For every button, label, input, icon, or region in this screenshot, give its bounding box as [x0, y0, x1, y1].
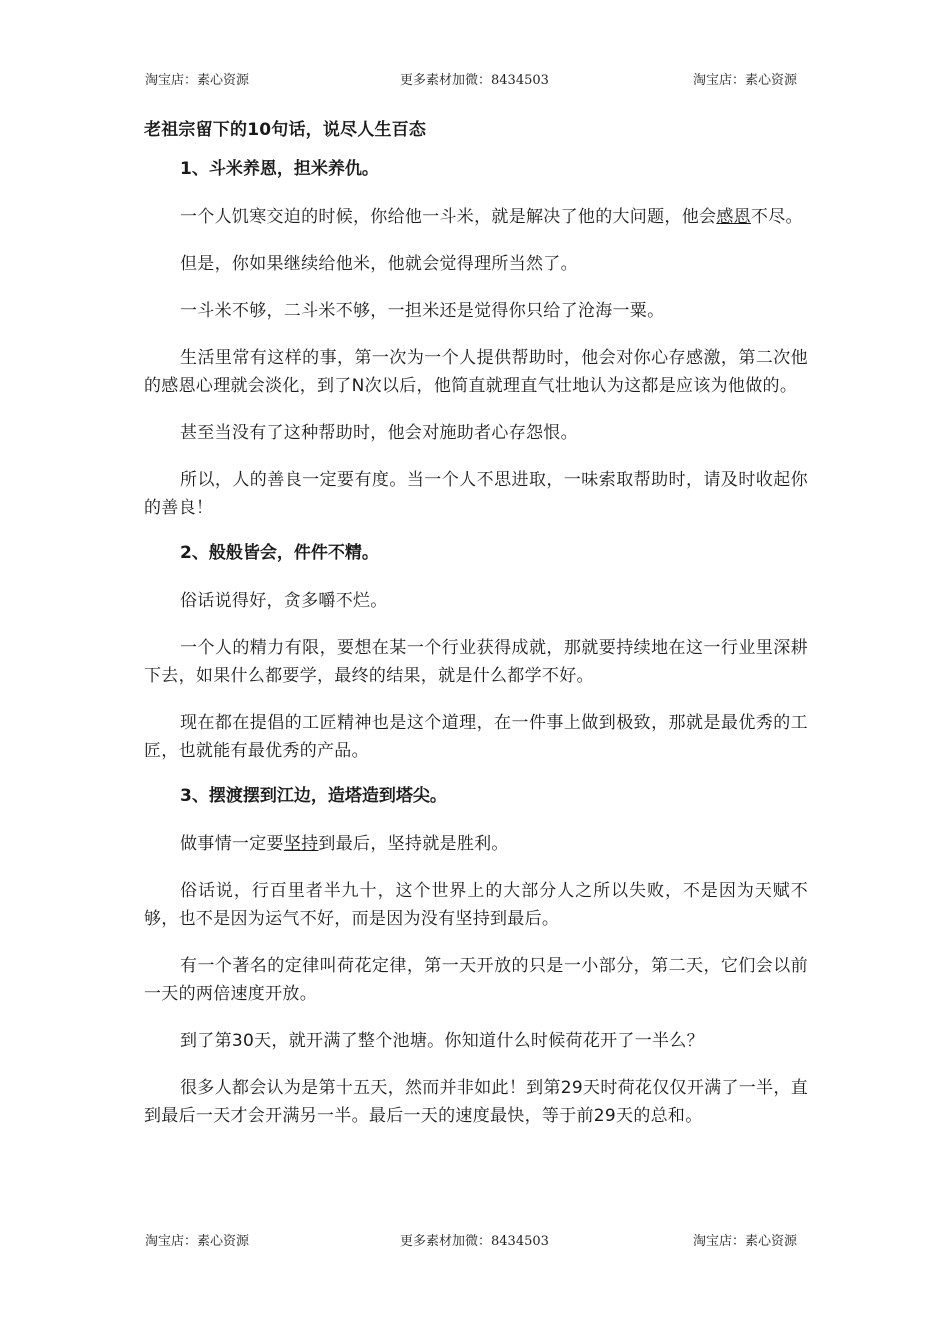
- paragraph: 到了第30天，就开满了整个池塘。你知道什么时候荷花开了一半么？: [180, 1031, 704, 1051]
- paragraph-text: 做事情一定要: [180, 834, 284, 854]
- paragraph: [144, 203, 808, 231]
- page-footer: [0, 1230, 950, 1250]
- paragraph: [144, 830, 808, 858]
- paragraph: 生活里常有这样的事，第一次为一个人提供帮助时，他会对你心存感激，第二次他的感恩心理就会淡化，到了N次以后，他简直就理直气壮地认为这都是应该为他做的。: [144, 348, 808, 396]
- paragraph: 一斗米不够，二斗米不够，一担米还是觉得你只给了沧海一粟。: [180, 301, 665, 321]
- paragraph-text: 到最后，坚持就是胜利。: [318, 834, 509, 854]
- section-heading-2: 2、般般皆会，件件不精。: [180, 543, 379, 563]
- article-body: [144, 118, 808, 1149]
- paragraph: 所以，人的善良一定要有度。当一个人不思进取，一味索取帮助时，请及时收起你的善良！: [144, 470, 808, 518]
- header-right-text: 淘宝店：素心资源: [693, 73, 798, 88]
- footer-center-text: 更多素材加微：8434503: [400, 1234, 549, 1249]
- paragraph: 一个人的精力有限，要想在某一个行业获得成就，那就要持续地在这一行业里深耕下去，如果什么都要学，最终的结果，就是什么都学不好。: [144, 638, 808, 686]
- page-header: [0, 69, 950, 89]
- paragraph: 俗话说，行百里者半九十，这个世界上的大部分人之所以失败，不是因为天赋不够，也不是因为运气不好，而是因为没有坚持到最后。: [144, 881, 808, 929]
- paragraph-text: 一个人饥寒交迫的时候，你给他一斗米，就是解决了他的大问题，他会: [180, 207, 717, 227]
- underlined-link-text: 感恩: [716, 207, 751, 227]
- section-heading-3: 3、摆渡摆到江边，造塔造到塔尖。: [180, 786, 447, 806]
- paragraph: 现在都在提倡的工匠精神也是这个道理，在一件事上做到极致，那就是最优秀的工匠，也就能有最优秀的产品。: [144, 713, 808, 761]
- section-heading-1: 1、斗米养恩，担米养仇。: [180, 159, 379, 179]
- header-center-text: 更多素材加微：8434503: [400, 73, 549, 88]
- paragraph: 很多人都会认为是第十五天，然而并非如此！到第29天时荷花仅仅开满了一半，直到最后一天才会开满另一半。最后一天的速度最快，等于前29天的总和。: [144, 1078, 808, 1126]
- paragraph-text: 不尽。: [750, 207, 803, 227]
- header-left-text: 淘宝店：素心资源: [145, 73, 250, 88]
- footer-left-text: 淘宝店：素心资源: [145, 1234, 250, 1249]
- paragraph: 但是，你如果继续给他米，他就会觉得理所当然了。: [180, 254, 578, 274]
- underlined-link-text: 坚持: [283, 834, 319, 854]
- footer-right-text: 淘宝店：素心资源: [693, 1234, 798, 1249]
- article-title: 老祖宗留下的10句话，说尽人生百态: [144, 120, 427, 140]
- paragraph: 俗话说得好，贪多嚼不烂。: [180, 591, 388, 611]
- paragraph: 有一个著名的定律叫荷花定律，第一天开放的只是一小部分，第二天，它们会以前一天的两倍速度开放。: [144, 956, 808, 1004]
- paragraph: 甚至当没有了这种帮助时，他会对施助者心存怨恨。: [180, 423, 578, 443]
